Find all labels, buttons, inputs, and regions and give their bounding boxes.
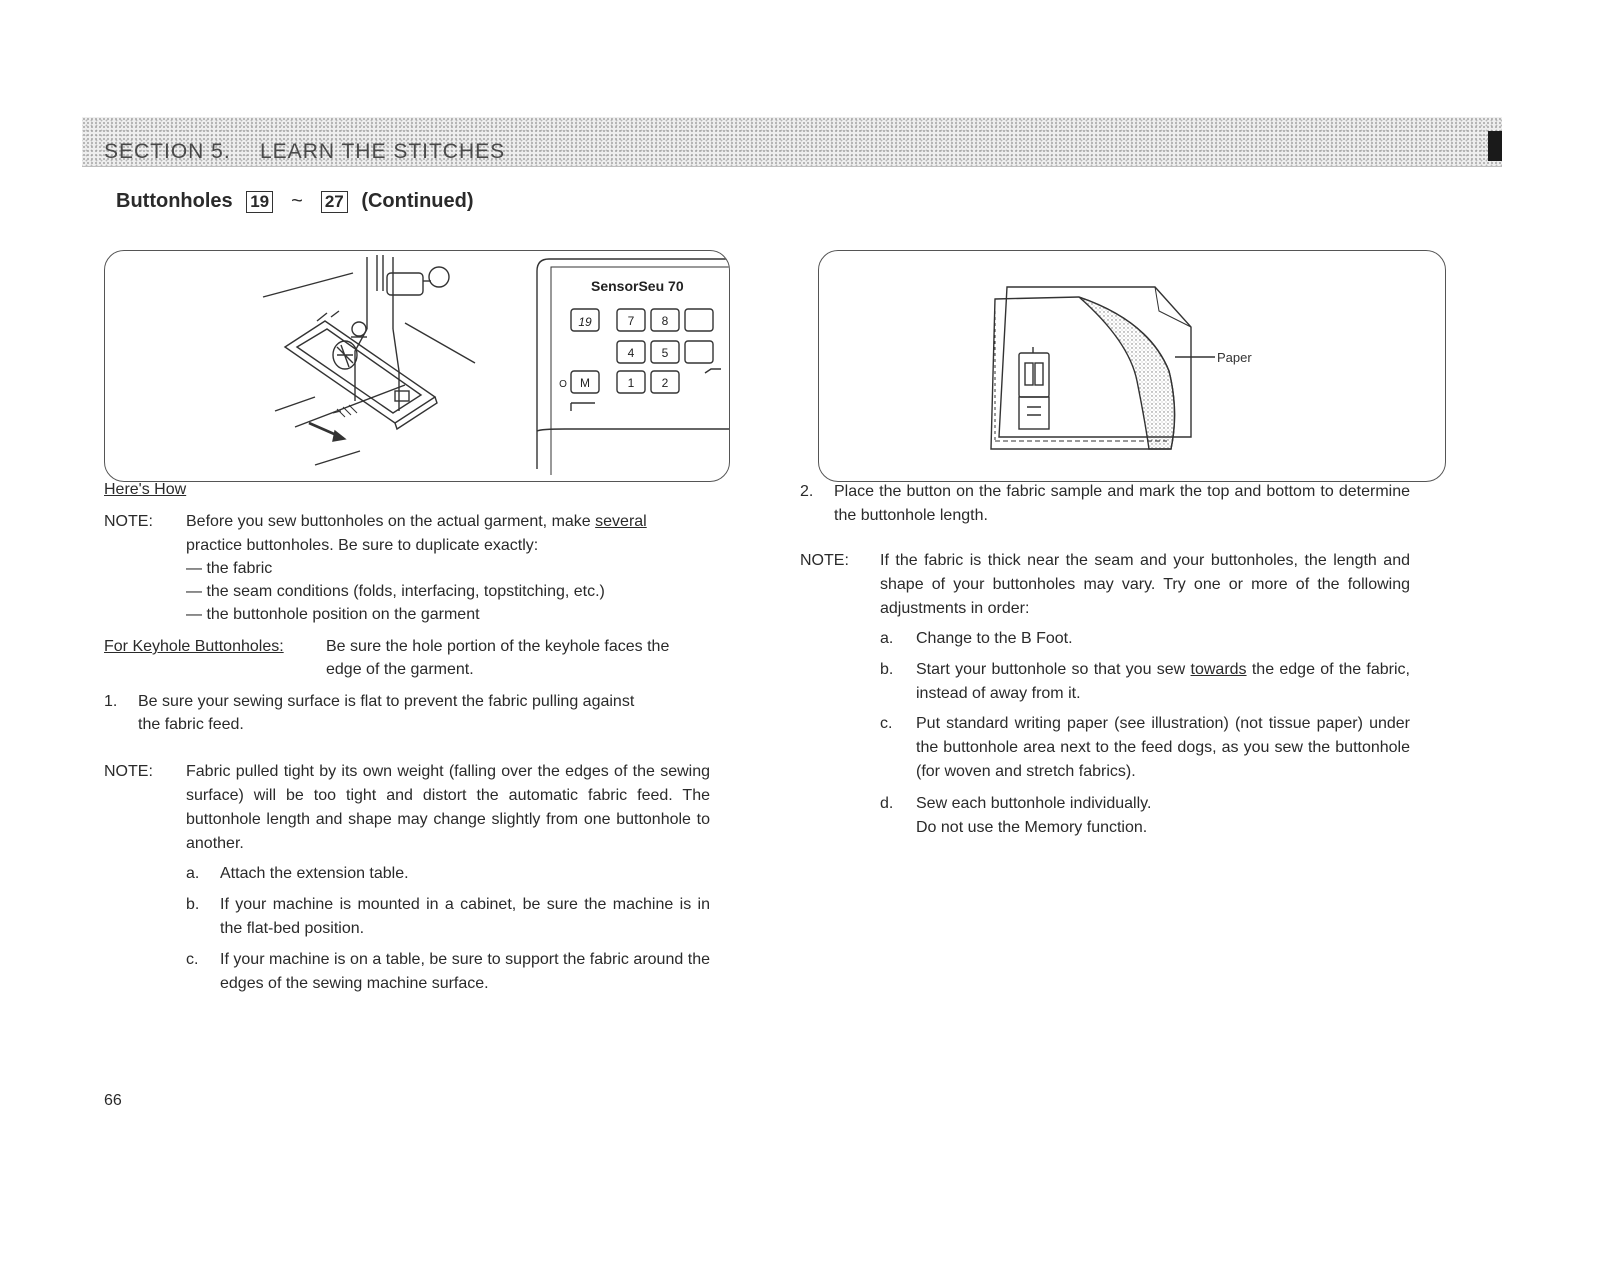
note1-line1-text: Before you sew buttonholes on the actual garment, make xyxy=(186,513,596,530)
heres-how-heading: Here's How xyxy=(104,481,187,498)
key-19: 19 xyxy=(578,315,592,329)
key-5: 5 xyxy=(661,346,669,360)
item2-text: Place the button on the fabric sample and mark the top and bottom to determine the buttonhole length. xyxy=(834,483,1410,524)
right-d-line1: Sew each buttonhole individually. xyxy=(916,795,1152,812)
left-a-text: Attach the extension table. xyxy=(220,865,409,882)
item2-number: 2. xyxy=(800,483,814,500)
keyhole-line1: Be sure the hole portion of the keyhole faces the xyxy=(326,638,670,655)
note1-label: NOTE: xyxy=(104,513,153,530)
right-c-text: Put standard writing paper (see illustration) (not tissue paper) under the buttonhole area next to the feed dogs, as you sew the buttonhole (for woven and stretch fabrics). xyxy=(916,715,1410,780)
section-title: LEARN THE STITCHES xyxy=(260,140,506,163)
item1-line2: the fabric feed. xyxy=(138,716,244,733)
heading-title: Buttonholes xyxy=(116,190,233,212)
stitch-number-box-start: 19 xyxy=(246,191,273,213)
right-b-text-2: the edge of the fabric, instead of away from it. xyxy=(916,661,1411,702)
key-m: M xyxy=(580,376,590,390)
figure-paper-under-foot xyxy=(818,250,1446,482)
note2-label: NOTE: xyxy=(104,763,153,780)
panel-brand: SensorSeu 70 xyxy=(591,278,684,294)
buttonhole-foot-illustration xyxy=(105,251,729,481)
figure-buttonhole-foot xyxy=(104,250,730,482)
keyhole-line2: edge of the garment. xyxy=(326,661,474,678)
dash-item-position: — the buttonhole position on the garment xyxy=(186,606,480,623)
note1-line1 xyxy=(186,510,647,534)
right-d-line2: Do not use the Memory function. xyxy=(916,819,1148,836)
note1-line2: practice buttonholes. Be sure to duplicate exactly: xyxy=(186,537,539,554)
item1-line1: Be sure your sewing surface is flat to prevent the fabric pulling against xyxy=(138,693,635,710)
banner-end-mark xyxy=(1488,131,1502,161)
right-c-label: c. xyxy=(880,715,893,732)
keyhole-label: For Keyhole Buttonholes: xyxy=(104,638,284,655)
left-c-label: c. xyxy=(186,951,199,968)
dash-item-fabric: — the fabric xyxy=(186,560,273,577)
page-number: 66 xyxy=(104,1092,122,1109)
key-8: 8 xyxy=(661,314,669,328)
left-a-label: a. xyxy=(186,865,200,882)
note1-line1-underlined: several xyxy=(595,513,647,530)
key-7: 7 xyxy=(627,314,635,328)
left-b-text: If your machine is mounted in a cabinet, be sure the machine is in the flat-bed position. xyxy=(220,896,710,937)
section-banner xyxy=(82,117,1502,167)
right-a-label: a. xyxy=(880,630,894,647)
right-b-label: b. xyxy=(880,661,894,678)
note2-text: Fabric pulled tight by its own weight (falling over the edges of the sewing surface) will be too tight and distort the automatic fabric feed. The buttonhole length and shape may change slightly from one buttonhole to another. xyxy=(186,763,710,852)
paper-illustration xyxy=(819,251,1445,481)
page-heading xyxy=(116,190,474,213)
right-b-text-1: Start your buttonhole so that you sew xyxy=(916,661,1191,678)
right-b-text xyxy=(916,658,1410,706)
key-2: 2 xyxy=(661,376,669,390)
stitch-number-box-end: 27 xyxy=(321,191,348,213)
left-c-text: If your machine is on a table, be sure to support the fabric around the edges of the sewing machine surface. xyxy=(220,951,710,992)
right-b-underlined: towards xyxy=(1190,661,1247,678)
item1-number: 1. xyxy=(104,693,118,710)
right-note-text: If the fabric is thick near the seam and your buttonholes, the length and shape of your buttonholes may vary. Try one or more of the following adjustments in order: xyxy=(880,552,1410,617)
key-4: 4 xyxy=(627,346,635,360)
section-number: SECTION 5. xyxy=(104,140,231,163)
right-d-label: d. xyxy=(880,795,894,812)
key-1: 1 xyxy=(627,376,635,390)
heading-suffix: (Continued) xyxy=(361,190,474,212)
left-b-label: b. xyxy=(186,896,200,913)
heading-tilde: ~ xyxy=(291,190,303,212)
dash-item-seam: — the seam conditions (folds, interfacing, topstitching, etc.) xyxy=(186,583,605,600)
right-a-text: Change to the B Foot. xyxy=(916,630,1073,647)
key-o-indicator: O xyxy=(559,379,567,390)
paper-label: Paper xyxy=(1217,350,1252,365)
right-note-label: NOTE: xyxy=(800,552,849,569)
